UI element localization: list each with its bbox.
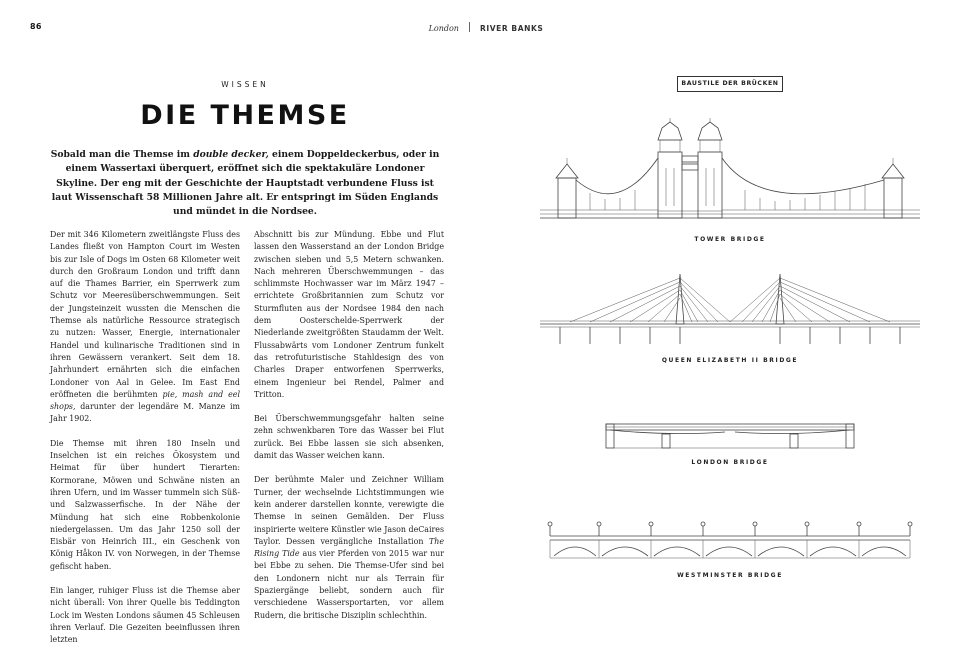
queen-elizabeth-ii-bridge-illustration <box>520 268 940 348</box>
page-number: 86 <box>30 22 42 31</box>
body-emphasis: The Rising Tide <box>254 536 444 559</box>
body-paragraph: Ein langer, ruhiger Fluss ist die Themse aber nicht überall: Von ihrer Quelle bis Teddington Lock im Westen Londons säumen 45 Schleusen ihren Verlauf. Die Gezeiten beeinflussen ihren letzten <box>50 586 240 645</box>
running-head-city: London <box>428 24 459 33</box>
running-head <box>0 22 972 33</box>
body-text: darunter der legendäre M. Manze im Jahr 1902. <box>50 402 240 424</box>
page-title: DIE THEMSE <box>140 100 350 131</box>
body-paragraph <box>254 474 444 622</box>
body-paragraph: Die Themse mit ihren 180 Inseln und Inselchen ist ein reiches Ökosystem und Heimat für über hundert Tierarten: Kormorane, Möwen und Schwäne nisten an ihren Ufern, und im Wasser tummeln sich Süß- und Salzwasserfische. In der Nähe der Mündung hat sich eine Robbenkolonie niedergelassen. Um das Jahr 1250 soll der Eisbär von Heinrich III., ein Geschenk von König Håkon IV. von Norwegen, in der Themse gefischt haben. <box>50 438 240 571</box>
bridge-label: LONDON BRIDGE <box>691 459 769 466</box>
body-paragraph: Abschnitt bis zur Mündung. Ebbe und Flut lassen den Wasserstand an der London Bridge zwischen sieben und 5,5 Metern schwanken. Nach mehreren Überschwemmungen – das schlimmste Hochwasser war im März 1947 – errichtete Großbritannien zum Schutz vor Sturmfluten aus der Nordsee 1984 den nach dem Oosterschelde-Sperrwerk der Niederlande zweitgrößten Staudamm der Welt. Flussabwärts vom Londoner Zentrum funkelt das retrofuturistische Stahldesign des von Charles Draper entworfenen Sperrwerks, einem Ingenieur bei Rendel, Palmer and Tritton. <box>254 230 444 399</box>
running-head-section: RIVER BANKS <box>479 24 544 33</box>
running-head-divider <box>469 22 470 32</box>
body-paragraph <box>50 229 240 426</box>
body-column-right <box>254 229 444 634</box>
body-text: Der mit 346 Kilometern zweitlängste Fluss des Landes fließt von Hampton Court im Westen bis zur Isle of Dogs im Osten 68 Kilometer weit durch den Großraum London und trifft dann auf die Thames Barrier, ein Sperrwerk zum Schutz vor Meeresüberschwemmungen. Seit der Jungsteinzeit wussten die Menschen die Themse als natürliche Ressource strategisch zu nutzen: Wasser, Energie, internationaler Handel und kulinarische Traditionen sind in ihren Gewässern verankert. Seit dem 18. Jahrhundert ernährten sich die einfachen Londoner von Aal in Gelee. Im East End eröffneten die berühmten <box>50 230 240 399</box>
lead-text-1: Sobald man die Themse im <box>50 149 194 160</box>
london-bridge-illustration <box>520 412 940 452</box>
body-paragraph: Bei Überschwemmungsgefahr halten seine zehn schwenkbaren Tore das Wasser bei Flut zurück. Bei Ebbe lassen sie sich absenken, damit das Wasser weichen kann. <box>254 414 444 461</box>
westminster-bridge-illustration <box>520 518 940 564</box>
body-emphasis: pie, mash and eel shops, <box>50 389 240 412</box>
body-text: Der berühmte Maler und Zeichner William Turner, der wechselnde Lichtstimmungen wie kein anderer darstellen konnte, verewigte die Themse in seinen Gemälden. Der Fluss inspirierte weitere Künstler wie Jason deCaires Taylor. Dessen vergängliche Installation <box>254 475 444 546</box>
body-text: aus vier Pferden von 2015 war nur bei Ebbe zu sehen. Die Themse-Ufer sind bei den Londonern nicht nur als Terrain für Spaziergänge beliebt, sondern auch für verschiedene Wassersportarten, vor allem Rudern, die britische Disziplin schlechthin. <box>254 549 445 620</box>
bridge-label: TOWER BRIDGE <box>694 236 766 243</box>
lead-text-2: einem Doppeldeckerbus, oder in einem Wassertaxi überquert, eröffnet sich die spektakuläre Londoner Skyline. Der eng mit der Geschichte der Hauptstadt verbundene Fluss ist laut Wissenschaft 58 Millionen Jahre alt. Er entspringt im Süden Englands und mündet in die Nordsee. <box>51 149 440 218</box>
bridge-styles-badge: BAUSTILE DER BRÜCKEN <box>677 76 783 92</box>
lead-emphasis: double decker, <box>193 149 269 160</box>
bridge-label: WESTMINSTER BRIDGE <box>677 572 783 579</box>
bridge-label: QUEEN ELIZABETH II BRIDGE <box>661 357 799 364</box>
lead-paragraph <box>45 148 445 219</box>
section-kicker: WISSEN <box>221 80 269 89</box>
tower-bridge-illustration <box>520 118 940 224</box>
body-column-left <box>50 229 240 659</box>
